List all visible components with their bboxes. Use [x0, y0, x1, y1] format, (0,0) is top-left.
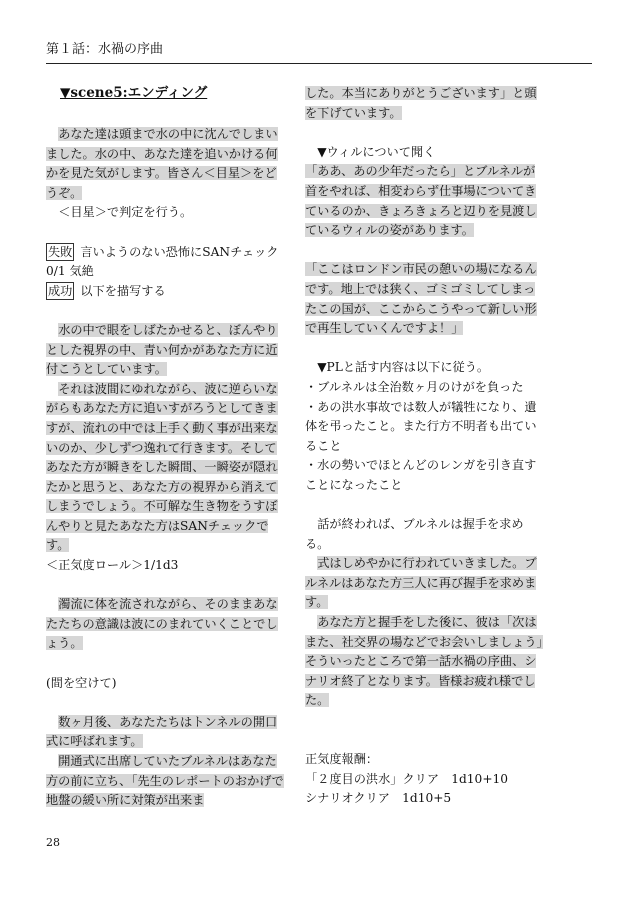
read-aloud-paragraph: 式はしめやかに行われていきました。ブルネルはあなた方三人に再び握手を求めます。 — [305, 556, 537, 610]
page-number: 28 — [46, 836, 60, 849]
section-heading: ▼PLと話す内容は以下に従う。 — [317, 360, 490, 375]
read-aloud-paragraph: 「ここはロンドン市民の憩いの場になるんです。地上では狭く、ゴミゴミしてしまったこの国が、ここからこうやって新しい形で再生していくんですよ！」 — [305, 262, 537, 336]
read-aloud-paragraph: した。本当にありがとうございます」と頭を下げています。 — [305, 86, 537, 120]
read-aloud-paragraph: 水の中で眼をしばたかせると、ぼんやりとした視界の中、青い何かがあなた方に近付こうとしています。 — [46, 322, 278, 377]
chapter-header: 第１話：水禍の序曲 — [46, 38, 592, 64]
fail-label: 失敗 — [48, 244, 73, 259]
sanity-roll: ＜正気度ロール＞1/1d3 — [46, 558, 179, 573]
read-aloud-paragraph: あなた達は頭まで水の中に沈んでしまいました。水の中、あなた達を追いかける何かを見た気がします。皆さん＜目星＞をどうぞ。 — [46, 127, 278, 200]
list-item: ・水の勢いでほとんどのレンガを引き直すことになったこと — [305, 458, 537, 492]
success-label: 成功 — [48, 283, 73, 298]
pause-note: (間を空けて) — [46, 675, 117, 690]
left-column — [46, 84, 288, 811]
success-result: 成功 以下を描写する — [48, 283, 166, 298]
list-item: ・あの洪水事故では数人が犠牲になり、遺体を弔ったこと。また行方不明者も出ていること — [305, 399, 537, 453]
read-aloud-paragraph: あなた方と握手をした後に、彼は「次はまた、社交界の場などでお会いしましょう」そういったところで第一話水禍の序曲、シナリオ終了となります。皆様お疲れ様でした。 — [305, 615, 543, 708]
reward-line: 「２度目の洪水」クリア 1d10+10 — [305, 771, 509, 786]
reward-line: シナリオクリア 1d10+5 — [305, 791, 452, 806]
section-heading: ▼ウィルについて聞く — [317, 144, 436, 159]
read-aloud-paragraph: それは波間にゆれながら、波に逆らいながらもあなた方に追いすがろうとしてきますが、流れの中では上手く動く事が出来ないのか、少しずつ逸れて行きます。そしてあなた方が瞬きをした瞬間、一瞬姿が隠れたかと思うと、あなた方の視界から消えてしまうでしょう。不可解な生き物をうすぼんやりと見たあなた方はSANチェックです。 — [46, 381, 278, 553]
reward-title: 正気度報酬： — [305, 752, 379, 767]
right-column — [305, 84, 547, 809]
read-aloud-paragraph: 濁流に体を流されながら、そのままあなたたちの意識は波にのまれていくことでしょう。 — [46, 597, 278, 651]
scene-heading: ▼scene5:エンディング — [60, 85, 208, 101]
read-aloud-paragraph: 開通式に出席していたブルネルはあなた方の前に立ち、「先生のレポートのおかげで地盤の緩い所に対策が出来ま — [46, 754, 284, 808]
fail-result: 失敗 言いようのない恐怖にSANチェック 0/1 気絶 — [46, 244, 279, 279]
instruction-text: 話が終われば、ブルネルは握手を求める。 — [305, 517, 524, 551]
list-item: ・ブルネルは全治数ヶ月のけがを負った — [305, 379, 524, 394]
read-aloud-paragraph: 数ヶ月後、あなたたちはトンネルの開口式に呼ばれます。 — [46, 714, 278, 749]
instruction-text: ＜目星＞で判定を行う。 — [58, 205, 193, 220]
read-aloud-paragraph: 「ああ、あの少年だったら」とブルネルが首をやれば、相変わらず仕事場についてきているのか、きょろきょろと辺りを見渡しているウィルの姿があります。 — [305, 164, 537, 238]
